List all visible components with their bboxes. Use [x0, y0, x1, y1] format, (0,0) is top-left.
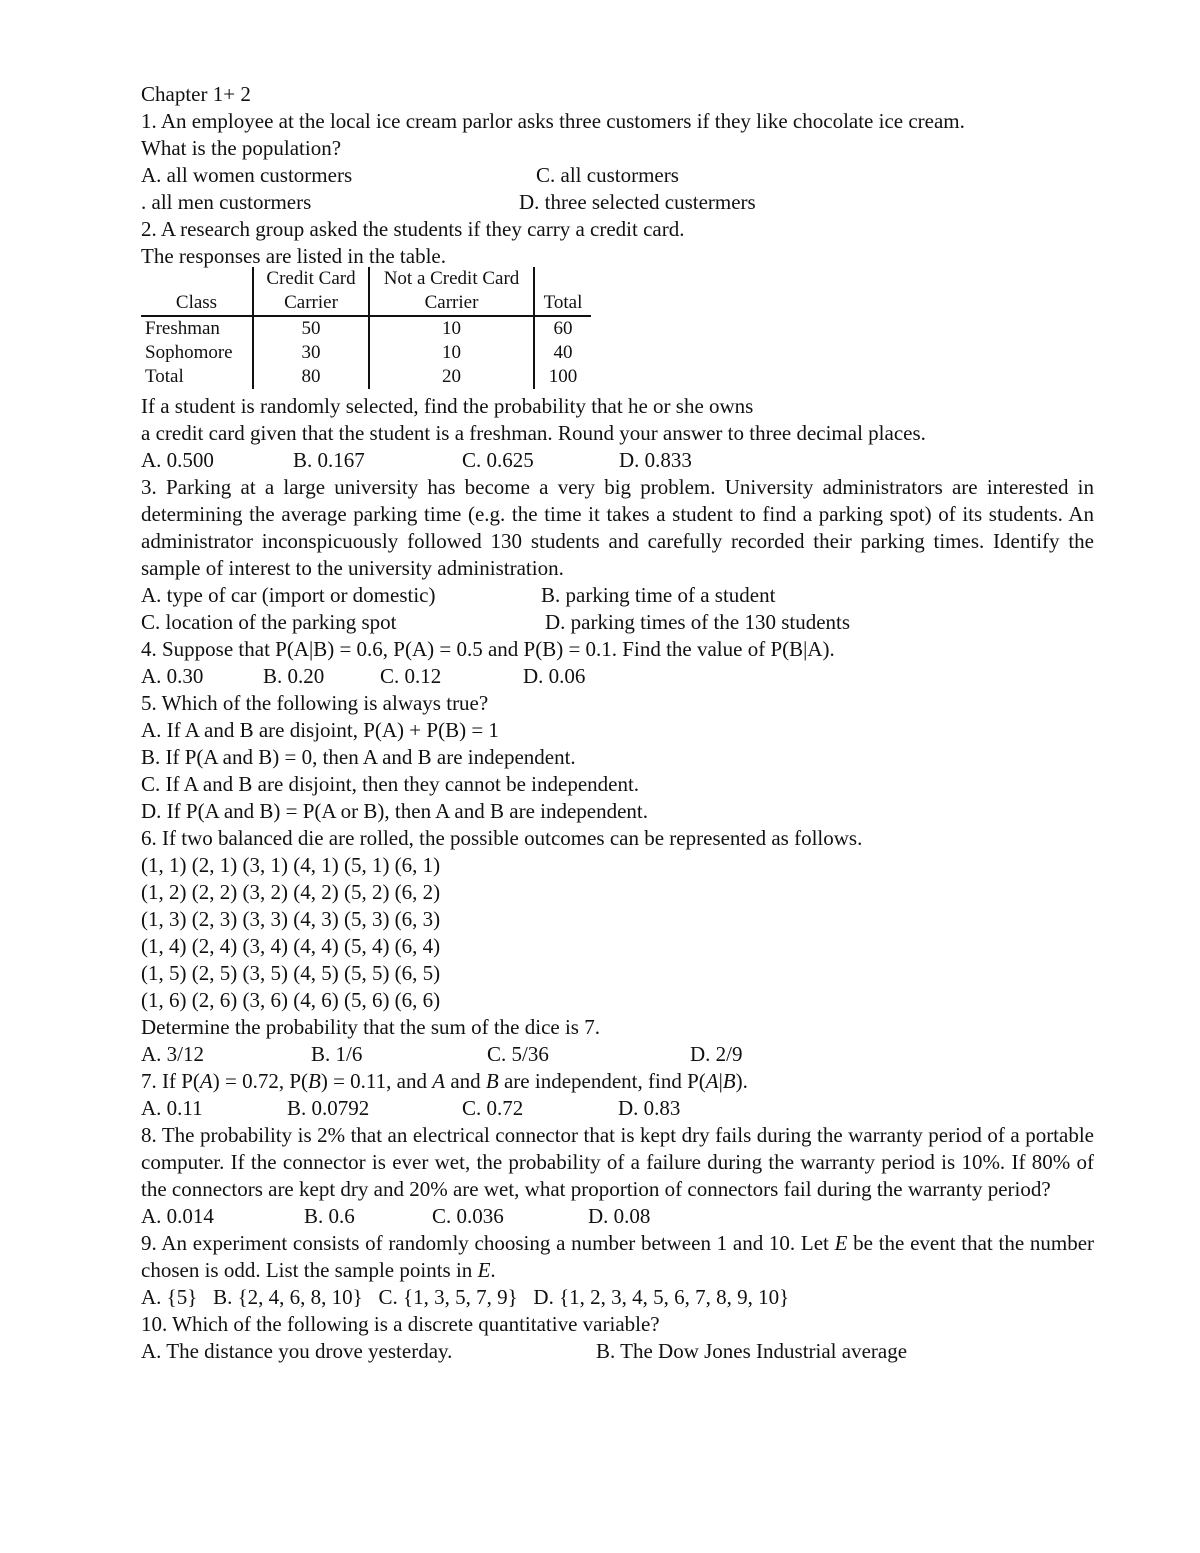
q7-var: B [485, 1069, 499, 1093]
q6-outcomes-row: (1, 6) (2, 6) (3, 6) (4, 6) (5, 6) (6, 6) [141, 988, 441, 1012]
q5-stem: 5. Which of the following is always true? [141, 691, 489, 715]
q9-var: E [477, 1258, 491, 1282]
q9-text: . [490, 1258, 496, 1282]
q3-option-a: A. type of car (import or domestic) [141, 583, 436, 607]
q1-option-a: A. all women custormers [141, 163, 353, 187]
cell-not-credit: 20 [369, 365, 534, 389]
q7-text: ) = 0.72, P( [212, 1069, 309, 1093]
q4-option-a: A. 0.30 [141, 664, 204, 688]
q2-after-1: If a student is randomly selected, find the probability that he or she owns [141, 394, 754, 418]
q6-outcomes-row: (1, 3) (2, 3) (3, 3) (4, 3) (5, 3) (6, 3) [141, 907, 441, 931]
q7-text: | [718, 1069, 723, 1093]
cell-not-credit: 10 [369, 316, 534, 341]
q7-text: ) = 0.11, and [320, 1069, 433, 1093]
q7-var: B [308, 1069, 321, 1093]
q2-option-b: B. 0.167 [293, 448, 365, 472]
q6-outcomes-row: (1, 5) (2, 5) (3, 5) (4, 5) (5, 5) (6, 5) [141, 961, 441, 985]
q10-option-b: B. The Dow Jones Industrial average [596, 1339, 908, 1363]
q7-text: ). [735, 1069, 748, 1093]
q7-text: 7. If P( [141, 1069, 200, 1093]
q1-option-d: D. three selected custermers [519, 190, 756, 214]
q3-option-d: D. parking times of the 130 students [545, 610, 851, 634]
q3-options-row-1 [141, 582, 1094, 609]
row-label: Total [145, 366, 184, 387]
q7-option-b: B. 0.0792 [287, 1096, 370, 1120]
q9-var: E [834, 1231, 848, 1255]
q1-option-b: . all men custormers [141, 190, 312, 214]
q6-options [141, 1041, 1094, 1068]
q9-options: A. {5} B. {2, 4, 6, 8, 10} C. {1, 3, 5, 7, 9} D. {1, 2, 3, 4, 5, 6, 7, 8, 9, 10} [141, 1285, 790, 1309]
q3-option-c: C. location of the parking spot [141, 610, 397, 634]
q7-options [141, 1095, 1094, 1122]
responses-table [141, 267, 591, 389]
q9-text: 9. An experiment consists of randomly choosing a number between 1 and 10. Let [141, 1231, 835, 1255]
q3-options-row-2 [141, 609, 1094, 636]
q2-option-c: C. 0.625 [462, 448, 534, 472]
q1-options-row-1 [141, 162, 1094, 189]
q4-option-c: C. 0.12 [380, 664, 442, 688]
table-row [141, 341, 591, 365]
q1-option-c: C. all custormers [536, 163, 679, 187]
q1-stem: 1. An employee at the local ice cream parlor asks three customers if they like chocolate ice cream. [141, 109, 965, 133]
q7-var: A [705, 1069, 719, 1093]
header-not-credit-2: Carrier [369, 291, 534, 316]
cell-total: 60 [534, 316, 591, 341]
q10-option-a: A. The distance you drove yesterday. [141, 1339, 453, 1363]
q6-outcomes-row: (1, 1) (2, 1) (3, 1) (4, 1) (5, 1) (6, 1) [141, 853, 441, 877]
row-label: Freshman [145, 318, 220, 339]
q7-option-d: D. 0.83 [618, 1096, 681, 1120]
q4-stem: 4. Suppose that P(A|B) = 0.6, P(A) = 0.5 and P(B) = 0.1. Find the value of P(B|A). [141, 637, 835, 661]
q9-stem [141, 1230, 1094, 1284]
cell-credit: 50 [253, 316, 369, 341]
q8-option-d: D. 0.08 [588, 1204, 651, 1228]
q5-option-a: A. If A and B are disjoint, P(A) + P(B) = 1 [141, 718, 499, 742]
q7-var: B [722, 1069, 736, 1093]
q6-option-b: B. 1/6 [311, 1042, 363, 1066]
q6-stem: 6. If two balanced die are rolled, the possible outcomes can be represented as follows. [141, 826, 863, 850]
q6-option-a: A. 3/12 [141, 1042, 204, 1066]
q2-stem: 2. A research group asked the students if they carry a credit card. [141, 217, 685, 241]
cell-not-credit: 10 [369, 341, 534, 365]
q7-option-a: A. 0.11 [141, 1096, 203, 1120]
row-label: Sophomore [145, 342, 233, 363]
table-header-row-2 [141, 291, 591, 316]
q2-option-d: D. 0.833 [619, 448, 692, 472]
q3-stem: 3. Parking at a large university has become a very big problem. University administrators are interested in determining the average parking time (e.g. the time it takes a student to find a parking spot) of its students. An administrator inconspicuously followed 130 students and carefully recorded their parking times. Identify the sample of interest to the university administration. [141, 475, 1094, 580]
q1-stem-2: What is the population? [141, 136, 342, 160]
q8-options [141, 1203, 1094, 1230]
q3-option-b: B. parking time of a student [541, 583, 776, 607]
table-row [141, 365, 591, 389]
q6-outcomes-row: (1, 2) (2, 2) (3, 2) (4, 2) (5, 2) (6, 2) [141, 880, 441, 904]
header-credit-1: Credit Card [253, 267, 369, 291]
cell-total: 40 [534, 341, 591, 365]
q6-option-c: C. 5/36 [487, 1042, 549, 1066]
header-credit-2: Carrier [253, 291, 369, 316]
header-not-credit-1: Not a Credit Card [369, 267, 534, 291]
table-row [141, 316, 591, 341]
chapter-title: Chapter 1+ 2 [141, 82, 251, 106]
q7-text: are independent, find P( [498, 1069, 706, 1093]
cell-total: 100 [534, 365, 591, 389]
q6-outcomes-row: (1, 4) (2, 4) (3, 4) (4, 4) (5, 4) (6, 4) [141, 934, 441, 958]
q7-var: A [199, 1069, 213, 1093]
q8-stem: 8. The probability is 2% that an electrical connector that is kept dry fails during the warranty period of a portable computer. If the connector is ever wet, the probability of a failure during the warranty period is 10%. If 80% of the connectors are kept dry and 20% are wet, what proportion of connectors fail during the warranty period? [141, 1123, 1094, 1201]
header-total: Total [534, 291, 591, 316]
table-header-row-1 [141, 267, 591, 291]
q5-option-d: D. If P(A and B) = P(A or B), then A and B are independent. [141, 799, 649, 823]
quiz-content [141, 81, 1094, 1365]
q2-after-2: a credit card given that the student is a freshman. Round your answer to three decimal places. [141, 421, 926, 445]
q4-option-d: D. 0.06 [523, 664, 586, 688]
q1-options-row-2 [141, 189, 1094, 216]
q7-text: and [445, 1069, 486, 1093]
q5-option-b: B. If P(A and B) = 0, then A and B are independent. [141, 745, 576, 769]
q10-stem: 10. Which of the following is a discrete quantitative variable? [141, 1312, 660, 1336]
cell-credit: 80 [253, 365, 369, 389]
q4-options [141, 663, 1094, 690]
q5-option-c: C. If A and B are disjoint, then they cannot be independent. [141, 772, 640, 796]
q6-question: Determine the probability that the sum of the dice is 7. [141, 1015, 600, 1039]
header-class: Class [141, 291, 253, 316]
q9-text: be the event that the number chosen is odd. List the sample points in [141, 1231, 1095, 1282]
q7-stem [141, 1068, 1094, 1095]
q8-option-b: B. 0.6 [304, 1204, 355, 1228]
q6-option-d: D. 2/9 [690, 1042, 743, 1066]
q4-option-b: B. 0.20 [263, 664, 325, 688]
cell-credit: 30 [253, 341, 369, 365]
q2-options [141, 447, 1094, 474]
q2-option-a: A. 0.500 [141, 448, 214, 472]
q8-option-a: A. 0.014 [141, 1204, 214, 1228]
q10-options [141, 1338, 1094, 1365]
q8-option-c: C. 0.036 [432, 1204, 504, 1228]
q7-option-c: C. 0.72 [462, 1096, 524, 1120]
q2-stem-2: The responses are listed in the table. [141, 244, 446, 268]
q7-var: A [432, 1069, 446, 1093]
